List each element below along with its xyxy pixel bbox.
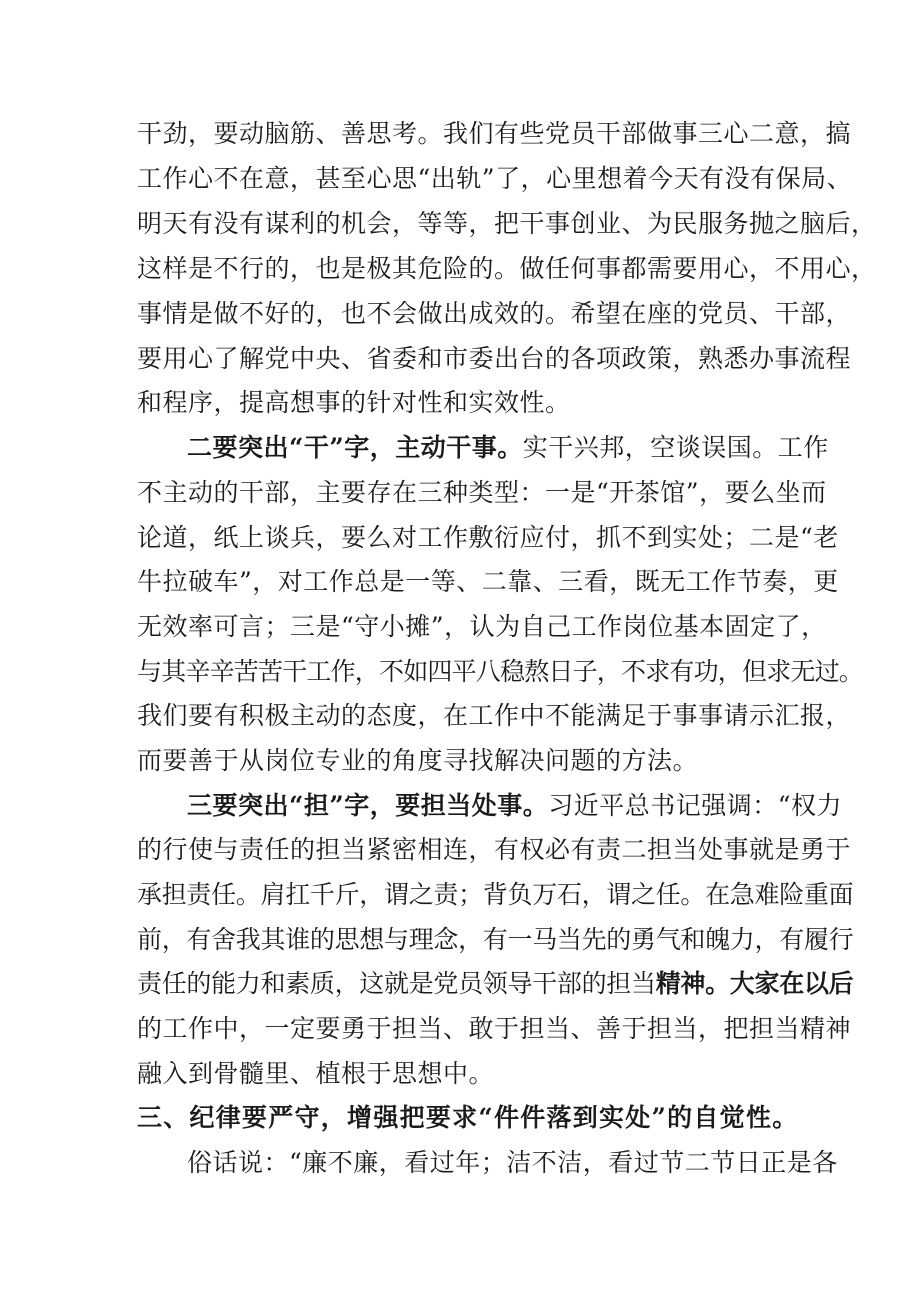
bold-word: 精神 bbox=[655, 969, 706, 998]
text-line: 这样是不行的，也是极其危险的。做任何事都需要用心，不用心， bbox=[137, 254, 877, 283]
text-line: 要用心了解党中央、省委和市委出台的各项政策，熟悉办事流程 bbox=[137, 344, 852, 373]
text-line: 和程序，提高想事的针对性和实效性。 bbox=[137, 388, 571, 417]
lead-rest: 实干兴邦，空谈误国。工作 bbox=[522, 433, 829, 462]
text-line: 而要善于从岗位专业的角度寻找解决问题的方法。 bbox=[137, 746, 699, 775]
text-line-with-bold: 责任的能力和素质，这就是党员领导干部的担当精神。大家在以后 bbox=[137, 969, 854, 998]
text-line: 与其辛辛苦苦干工作，不如四平八稳熬日子，不求有功，但求无过。 bbox=[137, 657, 864, 686]
section-heading: 三、纪律要严守，增强把要求“件件落到实处”的自觉性。 bbox=[137, 1103, 797, 1132]
text-line: 无效率可言；三是“守小摊”，认为自己工作岗位基本固定了， bbox=[137, 612, 827, 641]
text-line: 的行使与责任的担当紧密相连，有权必有责二担当处事就是勇于 bbox=[137, 835, 852, 864]
text-line: 明天有没有谋利的机会，等等，把干事创业、为民服务抛之脑后， bbox=[137, 209, 877, 238]
text-line: 干劲，要动脑筋、善思考。我们有些党员干部做事三心二意，搞 bbox=[137, 119, 852, 148]
bold-lead: 二要突出“干”字，主动干事。 bbox=[187, 433, 523, 462]
bold-lead: 三要突出“担”字，要担当处事。 bbox=[187, 791, 549, 820]
text-line: 俗话说：“廉不廉，看过年；洁不洁，看过节二节日正是各 bbox=[187, 1148, 838, 1177]
text-line: 融入到骨髓里、植根于思想中。 bbox=[137, 1059, 495, 1088]
text-line: 论道，纸上谈兵，要么对工作敷衍应付，抓不到实处；二是“老 bbox=[137, 523, 839, 552]
text-line: 事情是做不好的，也不会做出成效的。希望在座的党员、干部， bbox=[137, 299, 852, 328]
text-line: 我们要有积极主动的态度，在工作中不能满足于事事请示汇报， bbox=[137, 701, 852, 730]
text-line: 工作心不在意，甚至心思“出轨”了，心里想着今天有没有保局、 bbox=[137, 164, 853, 193]
text-line: 不主动的干部，主要存在三种类型：一是“开茶馆”，要么坐而 bbox=[137, 478, 827, 507]
paragraph-lead-line bbox=[187, 786, 843, 826]
text-line: 的工作中，一定要勇于担当、敢于担当、善于担当，把担当精神 bbox=[137, 1014, 852, 1043]
text-line: 前，有舍我其谁的思想与理念，有一马当先的勇气和魄力，有履行 bbox=[137, 925, 854, 954]
text-line: 牛拉破车”，对工作总是一等、二靠、三看，既无工作节奏，更 bbox=[137, 567, 839, 596]
paragraph-lead-line bbox=[187, 428, 829, 468]
text-line: 承担责任。肩扛千斤，谓之责；背负万石，谓之任。在急难险重面 bbox=[137, 880, 854, 909]
lead-rest: 习近平总书记强调：“权力 bbox=[548, 791, 843, 820]
